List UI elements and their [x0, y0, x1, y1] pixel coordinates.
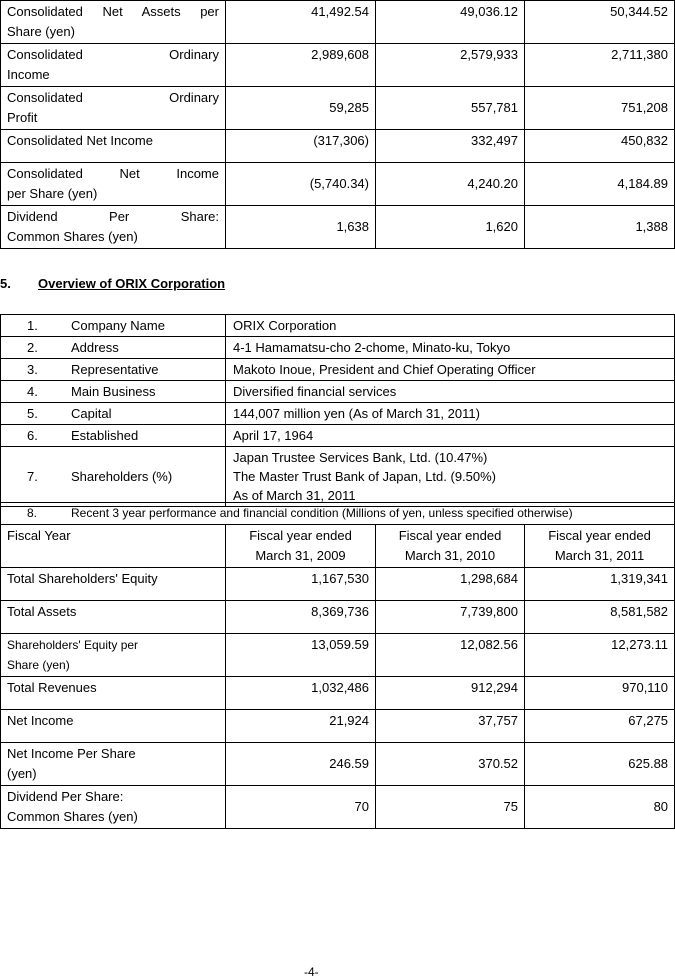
table-row: [1, 568, 675, 601]
cell-value: 13,059.59: [226, 634, 376, 677]
cell-value: 75: [376, 786, 525, 829]
table-row: [1, 634, 675, 677]
table-row: [1, 601, 675, 634]
row-value: Japan Trustee Services Bank, Ltd. (10.47%) The Master Trust Bank of Japan, Ltd. (9.50%) As of March 31, 2011: [226, 447, 675, 507]
row-label: Consolidated Net Income: [1, 130, 226, 163]
cell-value: 751,208: [525, 87, 675, 130]
table-row: [1, 1, 675, 44]
row-label: Consolidated Net Assets per Share (yen): [1, 1, 226, 44]
column-header: Fiscal year ended March 31, 2010: [376, 525, 525, 568]
cell-value: (317,306): [226, 130, 376, 163]
table-row: [1, 677, 675, 710]
cell-value: (5,740.34): [226, 163, 376, 206]
cell-value: 332,497: [376, 130, 525, 163]
row-label: 1. Company Name: [1, 315, 226, 337]
row-label: Consolidated Ordinary Profit: [1, 87, 226, 130]
cell-value: 80: [525, 786, 675, 829]
table-row: [1, 130, 675, 163]
table-caption-row: [1, 503, 675, 525]
table-row: [1, 337, 675, 359]
row-label: 4. Main Business: [1, 381, 226, 403]
row-value: Diversified financial services: [226, 381, 675, 403]
row-label: Consolidated Ordinary Income: [1, 44, 226, 87]
row-label: Dividend Per Share: Common Shares (yen): [1, 206, 226, 249]
cell-value: 37,757: [376, 710, 525, 743]
table-header-row: [1, 525, 675, 568]
cell-value: 41,492.54: [226, 1, 376, 44]
cell-value: 625.88: [525, 743, 675, 786]
table-row: [1, 359, 675, 381]
cell-value: 8,581,582: [525, 601, 675, 634]
table-row: [1, 786, 675, 829]
section-number: 5.: [0, 276, 11, 291]
cell-value: 1,620: [376, 206, 525, 249]
cell-value: 1,638: [226, 206, 376, 249]
cell-value: 21,924: [226, 710, 376, 743]
cell-value: 4,240.20: [376, 163, 525, 206]
section-title: Overview of ORIX Corporation: [38, 276, 226, 291]
cell-value: 8,369,736: [226, 601, 376, 634]
cell-value: 1,032,486: [226, 677, 376, 710]
row-label: Dividend Per Share: Common Shares (yen): [1, 786, 226, 829]
cell-value: 2,711,380: [525, 44, 675, 87]
row-value: 144,007 million yen (As of March 31, 2011): [226, 403, 675, 425]
row-label: 7. Shareholders (%): [1, 447, 226, 507]
table-row: [1, 163, 675, 206]
table-row: [1, 315, 675, 337]
row-value: 4-1 Hamamatsu-cho 2-chome, Minato-ku, Tokyo: [226, 337, 675, 359]
cell-value: 12,273.11: [525, 634, 675, 677]
row-value: ORIX Corporation: [226, 315, 675, 337]
row-label: 5. Capital: [1, 403, 226, 425]
cell-value: 49,036.12: [376, 1, 525, 44]
table-row: [1, 403, 675, 425]
cell-value: 70: [226, 786, 376, 829]
cell-value: 1,388: [525, 206, 675, 249]
page-number: -4-: [304, 965, 319, 979]
company-overview-table: [0, 314, 675, 507]
row-label: 3. Representative: [1, 359, 226, 381]
table-row: [1, 44, 675, 87]
cell-value: 12,082.56: [376, 634, 525, 677]
row-label: Total Assets: [1, 601, 226, 634]
table-row: [1, 381, 675, 403]
row-label: Net Income Per Share (yen): [1, 743, 226, 786]
row-label: Net Income: [1, 710, 226, 743]
table-row: [1, 425, 675, 447]
cell-value: 557,781: [376, 87, 525, 130]
cell-value: 912,294: [376, 677, 525, 710]
table-caption: 8. Recent 3 year performance and financial condition (Millions of yen, unless specified otherwise): [1, 503, 675, 525]
cell-value: 450,832: [525, 130, 675, 163]
column-header: Fiscal year ended March 31, 2009: [226, 525, 376, 568]
cell-value: 1,319,341: [525, 568, 675, 601]
cell-value: 67,275: [525, 710, 675, 743]
row-label: Total Revenues: [1, 677, 226, 710]
column-header: Fiscal year ended March 31, 2011: [525, 525, 675, 568]
table-row: [1, 743, 675, 786]
row-label: Consolidated Net Income per Share (yen): [1, 163, 226, 206]
section-heading: [0, 276, 225, 291]
row-value: Makoto Inoue, President and Chief Operating Officer: [226, 359, 675, 381]
table-row: [1, 710, 675, 743]
cell-value: 1,298,684: [376, 568, 525, 601]
performance-table: [0, 502, 675, 829]
row-value: April 17, 1964: [226, 425, 675, 447]
cell-value: 246.59: [226, 743, 376, 786]
cell-value: 50,344.52: [525, 1, 675, 44]
table-row-shareholders: [1, 447, 675, 507]
cell-value: 1,167,530: [226, 568, 376, 601]
row-label: 6. Established: [1, 425, 226, 447]
cell-value: 7,739,800: [376, 601, 525, 634]
row-label: 2. Address: [1, 337, 226, 359]
cell-value: 59,285: [226, 87, 376, 130]
cell-value: 4,184.89: [525, 163, 675, 206]
cell-value: 2,579,933: [376, 44, 525, 87]
cell-value: 370.52: [376, 743, 525, 786]
table-row: [1, 206, 675, 249]
table-row: [1, 87, 675, 130]
row-label: Shareholders' Equity per Share (yen): [1, 634, 226, 677]
row-label: Total Shareholders' Equity: [1, 568, 226, 601]
column-header: Fiscal Year: [1, 525, 226, 568]
cell-value: 970,110: [525, 677, 675, 710]
cell-value: 2,989,608: [226, 44, 376, 87]
consolidated-figures-table: [0, 0, 675, 249]
